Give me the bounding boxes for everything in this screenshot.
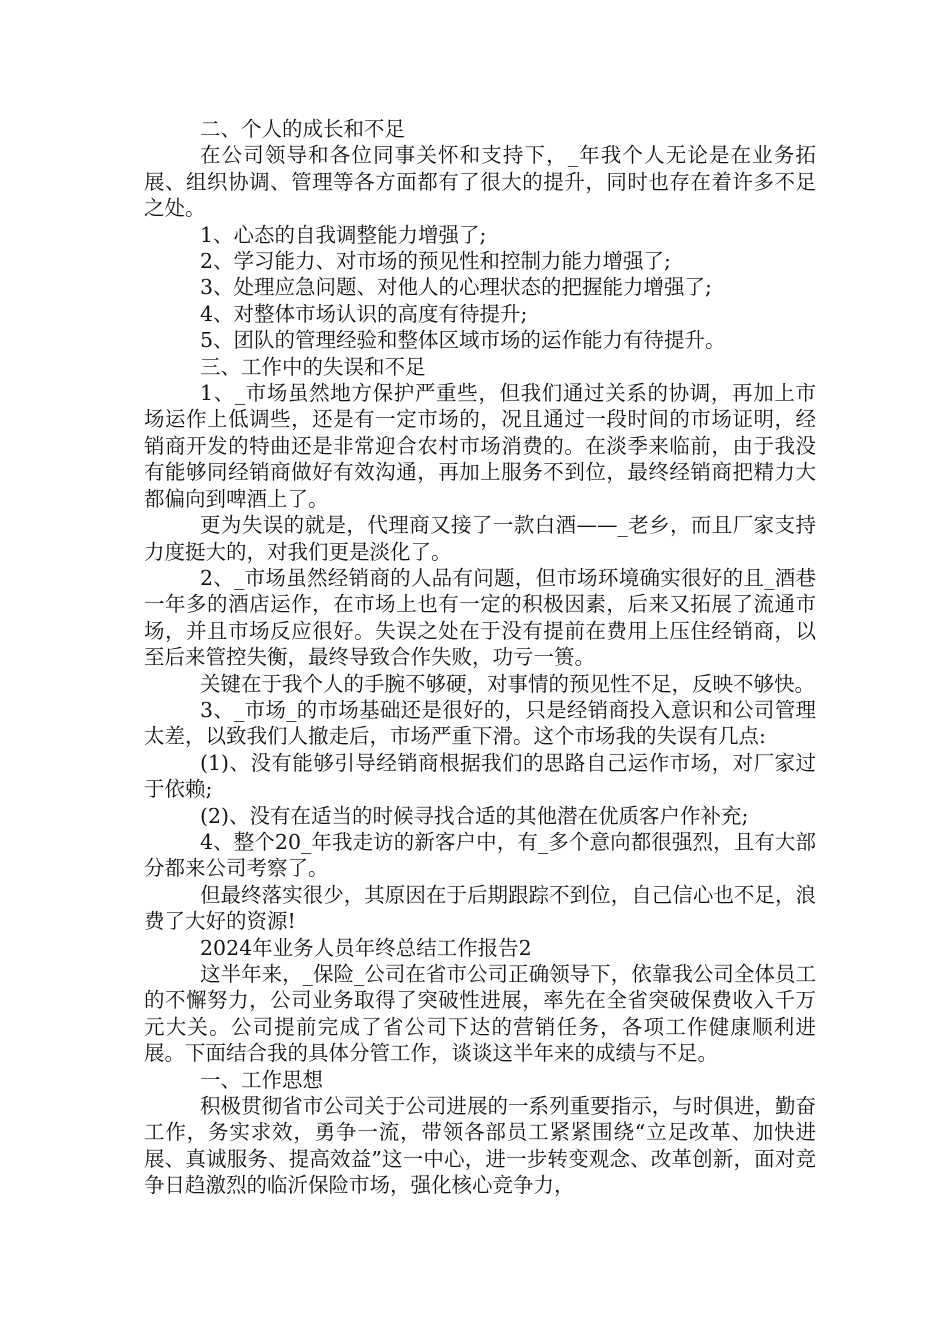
paragraph-mistake-3: 3、_市场_的市场基础还是很好的，只是经销商投入意识和公司管理太差，以致我们人撤走后，市场严重下滑。这个市场我的失误有几点: bbox=[144, 697, 816, 749]
paragraph-report2-intro: 这半年来，_保险_公司在省市公司正确领导下，依靠我公司全体员工的不懈努力，公司业务取得了突破性进展，率先在全省突破保费收入千万元大关。公司提前完成了省公司下达的营销任务，各项工作健康顺利进展。下面结合我的具体分管工作，谈谈这半年来的成绩与不足。 bbox=[144, 962, 816, 1066]
paragraph-mistake-2-followup: 关键在于我个人的手腕不够硬，对事情的预见性不足，反映不够快。 bbox=[200, 671, 815, 696]
list-item-growth-5: 5、团队的管理经验和整体区域市场的运作能力有待提升。 bbox=[200, 328, 726, 353]
list-item-growth-3: 3、处理应急问题、对他人的心理状态的把握能力增强了; bbox=[200, 275, 712, 300]
section-heading-work-thinking: 一、工作思想 bbox=[200, 1067, 323, 1092]
paragraph-mistake-1-followup: 更为失误的就是，代理商又接了一款白酒——_老乡，而且厂家支持力度挺大的，对我们更是淡化了。 bbox=[144, 513, 816, 564]
paragraph-mistake-2: 2、_市场虽然经销商的人品有问题，但市场环境确实很好的且_酒巷一年多的酒店运作，在市场上也有一定的积极因素，后来又拓展了流通市场，并且市场反应很好。失误之处在于没有提前在费用上压住经销商，以至后来管控失衡，最终导致合作失败，功亏一篑。 bbox=[144, 565, 816, 670]
paragraph-mistake-4-followup: 但最终落实很少，其原因在于后期跟踪不到位，自己信心也不足，浪费了大好的资源! bbox=[144, 882, 816, 934]
list-item-growth-2: 2、学习能力、对市场的预见性和控制力能力增强了; bbox=[200, 249, 671, 274]
paragraph-mistake-4: 4、整个20_年我走访的新客户中，有_多个意向都很强烈，且有大部分都来公司考察了。 bbox=[144, 829, 816, 881]
section-heading-growth: 二、个人的成长和不足 bbox=[200, 117, 405, 141]
paragraph-mistake-3-point-1: (1)、没有能够引导经销商根据我们的思路自己运作市场，对厂家过于依赖; bbox=[144, 750, 816, 802]
report-title-2: 2024年业务人员年终总结工作报告2 bbox=[200, 935, 532, 960]
paragraph-growth-intro: 在公司领导和各位同事关怀和支持下，_年我个人无论是在业务拓展、组织协调、管理等各方面都有了很大的提升，同时也存在着许多不足之处。 bbox=[144, 143, 816, 221]
document-page bbox=[144, 116, 816, 1199]
list-item-growth-4: 4、对整体市场认识的高度有待提升; bbox=[200, 301, 528, 326]
paragraph-mistake-3-point-2: (2)、没有在适当的时候寻找合适的其他潜在优质客户作补充; bbox=[200, 803, 749, 828]
paragraph-work-thinking: 积极贯彻省市公司关于公司进展的一系列重要指示，与时俱进，勤奋工作，务实求效，勇争一流，带领各部员工紧紧围绕“立足改革、加快进展、真诚服务、提高效益”这一中心，进一步转变观念、改革创新，面对竞争日趋激烈的临沂保险市场，强化核心竞争力， bbox=[144, 1094, 816, 1198]
paragraph-mistake-1: 1、_市场虽然地方保护严重些，但我们通过关系的协调，再加上市场运作上低调些，还是有一定市场的，况且通过一段时间的市场证明，经销商开发的特曲还是非常迎合农村市场消费的。在淡季来临前，由于我没有能够同经销商做好有效沟通，再加上服务不到位，最终经销商把精力大都偏向到啤酒上了。 bbox=[144, 381, 816, 511]
list-item-growth-1: 1、心态的自我调整能力增强了; bbox=[200, 222, 487, 247]
section-heading-mistakes: 三、工作中的失误和不足 bbox=[200, 354, 426, 379]
